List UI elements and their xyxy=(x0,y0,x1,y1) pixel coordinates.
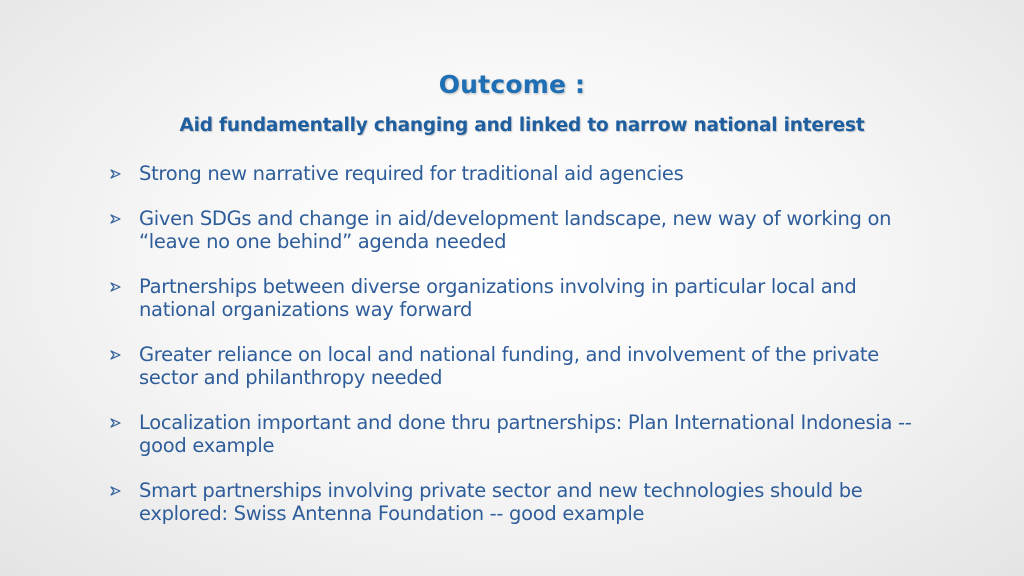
bullet-text: Strong new narrative required for traditional aid agencies xyxy=(139,162,684,185)
arrowhead-bullet-icon xyxy=(110,162,124,185)
bullet-text: Greater reliance on local and national funding, and involvement of the private sector and philanthropy needed xyxy=(139,343,879,389)
bullet-item xyxy=(110,479,930,525)
arrowhead-bullet-icon xyxy=(110,479,124,502)
arrowhead-bullet-icon xyxy=(110,343,124,366)
bullet-item xyxy=(110,162,930,185)
arrowhead-bullet-icon xyxy=(110,275,124,298)
bullet-item xyxy=(110,207,930,253)
arrowhead-bullet-icon xyxy=(110,411,124,434)
slide-subtitle: Aid fundamentally changing and linked to narrow national interest xyxy=(179,115,865,136)
bullet-item xyxy=(110,275,930,321)
arrowhead-bullet-icon xyxy=(110,207,124,230)
bullet-item xyxy=(110,343,930,389)
bullet-text: Partnerships between diverse organizations involving in particular local and national organizations way forward xyxy=(139,275,857,321)
bullet-text: Given SDGs and change in aid/development landscape, new way of working on “leave no one behind” agenda needed xyxy=(139,207,892,253)
bullet-item xyxy=(110,411,930,457)
bullet-list xyxy=(110,162,930,525)
slide-title: Outcome : xyxy=(438,70,586,99)
bullet-text: Localization important and done thru partnerships: Plan International Indonesia -- good example xyxy=(139,411,912,457)
bullet-text: Smart partnerships involving private sector and new technologies should be explored: Swiss Antenna Foundation -- good example xyxy=(139,479,863,525)
